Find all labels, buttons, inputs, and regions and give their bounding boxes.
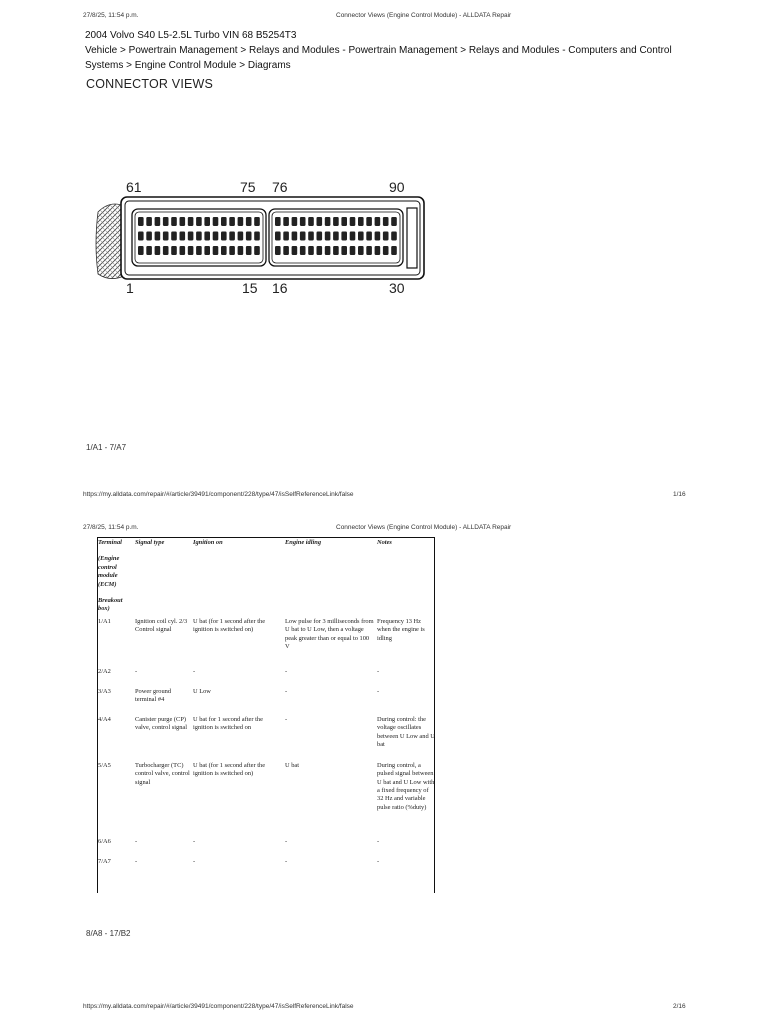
cell-ignition: U bat (for 1 second after the ignition is switched on) [193,617,266,634]
pin-cavity [300,246,306,255]
pin-label-1: 1 [126,280,134,296]
cell-idle: - [285,837,288,845]
pin-cavity [317,232,323,241]
cell-terminal: 5/A5 [98,761,111,769]
pin-cavity [204,232,210,241]
pin-cavity [300,217,306,226]
pin-cavity [213,232,219,241]
footer-page-number: 1/16 [673,491,686,498]
pin-cavity [375,246,381,255]
pin-cavity [163,217,169,226]
pin-cavity [138,217,144,226]
cell-idle: - [285,667,288,675]
pin-label-61: 61 [126,179,142,195]
pin-cavity [333,232,339,241]
pin-cavity [238,246,244,255]
cell-notes: - [377,857,380,865]
cell-terminal: 4/A4 [98,715,111,723]
cell-signal: - [135,837,138,845]
cell-terminal: 3/A3 [98,687,111,695]
print-date: 27/8/25, 11:54 p.m. [83,12,139,19]
cell-ignition: U Low [193,687,211,695]
cell-terminal: 6/A6 [98,837,111,845]
connector-caption: 1/A1 - 7/A7 [86,443,127,452]
pin-cavity [366,246,372,255]
cell-notes: During control, a pulsed signal between U bat and U Low with a fixed frequency of 32 Hz and variable pulse ratio (%duty) [377,761,435,811]
pin-cavity [238,232,244,241]
pin-cavity [391,246,397,255]
cell-ignition: - [193,837,196,845]
cell-notes: - [377,837,380,845]
pin-cavity [391,232,397,241]
table-row [97,616,436,666]
pin-cavity [171,232,177,241]
pin-cavity [300,232,306,241]
pin-cavity [204,246,210,255]
pin-cavity [341,217,347,226]
footer-url[interactable]: https://my.alldata.com/repair/#/article/39491/component/228/type/47/isSelfReferenceLink/false [83,491,354,498]
table-row [97,666,436,686]
pin-cavity [229,232,235,241]
table-row [97,714,436,760]
pin-cavity [317,217,323,226]
cell-idle: U bat [285,761,300,769]
pin-cavity [283,232,289,241]
connector-caption-page2: 8/A8 - 17/B2 [86,929,131,938]
header-signal-type: Signal type [135,539,165,546]
pin-cavity [229,246,235,255]
pin-label-76: 76 [272,179,288,195]
pin-cavity [180,246,186,255]
cell-ignition: - [193,857,196,865]
cell-ignition: U bat for 1 second after the ignition is switched on [193,715,263,732]
vehicle-title: 2004 Volvo S40 L5-2.5L Turbo VIN 68 B5254T3 [85,30,297,41]
pin-cavity [196,246,202,255]
footer-url-page2[interactable]: https://my.alldata.com/repair/#/article/39491/component/228/type/47/isSelfReferenceLink/false [83,1003,354,1010]
pin-cavity [146,217,152,226]
pin-cavity [180,217,186,226]
cell-notes: During control: the voltage oscillates between U Low and U bat [377,715,435,749]
pin-cavity [180,232,186,241]
pin-cavity [163,232,169,241]
pin-cavity [292,246,298,255]
pin-cavity [292,217,298,226]
pin-cavity [138,232,144,241]
print-doc-title-page2: Connector Views (Engine Control Module) - ALLDATA Repair [336,524,512,531]
cell-notes: - [377,667,380,675]
cell-signal: Canister purge (CP) valve, control signal [135,715,187,732]
pin-cavity [325,246,331,255]
pins-right [275,217,397,255]
pin-cavity [163,246,169,255]
pin-cavity [375,232,381,241]
pin-label-15: 15 [242,280,258,296]
print-doc-title: Connector Views (Engine Control Module) - ALLDATA Repair [336,12,512,19]
pin-cavity [341,246,347,255]
pin-cavity [196,232,202,241]
pin-cavity [238,217,244,226]
table-header-row [97,537,436,616]
table-row [97,686,436,714]
pin-cavity [275,232,281,241]
section-title: CONNECTOR VIEWS [86,77,214,91]
connector-latch [407,208,417,268]
pin-cavity [325,232,331,241]
pin-cavity [254,232,260,241]
pin-cavity [171,246,177,255]
pin-cavity [254,217,260,226]
cell-terminal: 7/A7 [98,857,111,865]
pin-cavity [188,246,194,255]
pin-cavity [317,246,323,255]
table-row [97,856,436,876]
pins-left [138,217,260,255]
pin-cavity [221,246,227,255]
pin-cavity [391,217,397,226]
pin-cavity [283,217,289,226]
pin-cavity [383,246,389,255]
pin-cavity [275,217,281,226]
cell-terminal: 2/A2 [98,667,111,675]
pin-cavity [213,217,219,226]
pin-cavity [254,246,260,255]
pin-cavity [188,232,194,241]
pin-cavity [246,246,252,255]
pin-cavity [308,232,314,241]
cell-signal: - [135,667,138,675]
pin-cavity [341,232,347,241]
cell-idle: - [285,715,288,723]
pin-cavity [366,217,372,226]
pin-cavity [155,232,161,241]
header-terminal: Terminal (Engine control module (ECM) Breakout box) [98,539,123,613]
signal-table [97,537,436,876]
pin-cavity [246,217,252,226]
pin-cavity [350,246,356,255]
cell-notes: - [377,687,380,695]
pin-cavity [383,217,389,226]
pin-cavity [350,217,356,226]
pin-cavity [275,246,281,255]
pin-cavity [196,217,202,226]
pin-cavity [204,217,210,226]
pin-cavity [171,217,177,226]
cell-signal: Ignition coil cyl. 2/3 Control signal [135,617,188,634]
cell-ignition: - [193,667,196,675]
pin-cavity [229,217,235,226]
footer-page-number-page2: 2/16 [673,1003,686,1010]
wire-harness [96,204,124,279]
connector-diagram [80,140,440,320]
pin-cavity [358,217,364,226]
cell-terminal: 1/A1 [98,617,111,625]
header-engine-idling: Engine idling [285,539,322,546]
breadcrumb-line-1[interactable]: Vehicle > Powertrain Management > Relays and Modules - Powertrain Management > Relays and Modules - Computers and Control [85,45,672,56]
pin-label-90: 90 [389,179,405,195]
pin-label-30: 30 [389,280,405,296]
breadcrumb-line-2[interactable]: Systems > Engine Control Module > Diagrams [85,60,291,71]
header-ignition-on: Ignition on [193,539,223,546]
cell-signal: Turbocharger (TC) control valve, control signal [135,761,190,786]
pin-cavity [146,246,152,255]
pin-cavity [325,217,331,226]
pin-cavity [333,246,339,255]
cell-signal: Power ground terminal #4 [135,687,172,704]
pin-cavity [358,232,364,241]
table-row [97,760,436,836]
pin-cavity [155,246,161,255]
connector-drawing [80,140,440,320]
pin-cavity [213,246,219,255]
pin-cavity [138,246,144,255]
pin-cavity [308,217,314,226]
pin-cavity [292,232,298,241]
pin-cavity [350,232,356,241]
pin-cavity [333,217,339,226]
pin-cavity [358,246,364,255]
pin-cavity [366,232,372,241]
cell-idle: - [285,857,288,865]
header-notes: Notes [377,539,392,546]
pin-cavity [221,217,227,226]
pin-cavity [246,232,252,241]
pin-cavity [283,246,289,255]
cell-idle: - [285,687,288,695]
pin-label-75: 75 [240,179,256,195]
pin-cavity [188,217,194,226]
cell-idle: Low pulse for 3 milliseconds from U bat to U Low, then a voltage peak greater than or equal to 100 V [285,617,374,651]
pin-cavity [146,232,152,241]
pin-cavity [383,232,389,241]
pin-cavity [155,217,161,226]
cell-signal: - [135,857,138,865]
cell-notes: Frequency 13 Hz when the engine is idling [377,617,425,642]
pin-cavity [308,246,314,255]
table-row [97,836,436,856]
cell-ignition: U bat (for 1 second after the ignition is switched on) [193,761,266,778]
pin-label-16: 16 [272,280,288,296]
print-date-page2: 27/8/25, 11:54 p.m. [83,524,139,531]
pin-cavity [221,232,227,241]
pin-cavity [375,217,381,226]
